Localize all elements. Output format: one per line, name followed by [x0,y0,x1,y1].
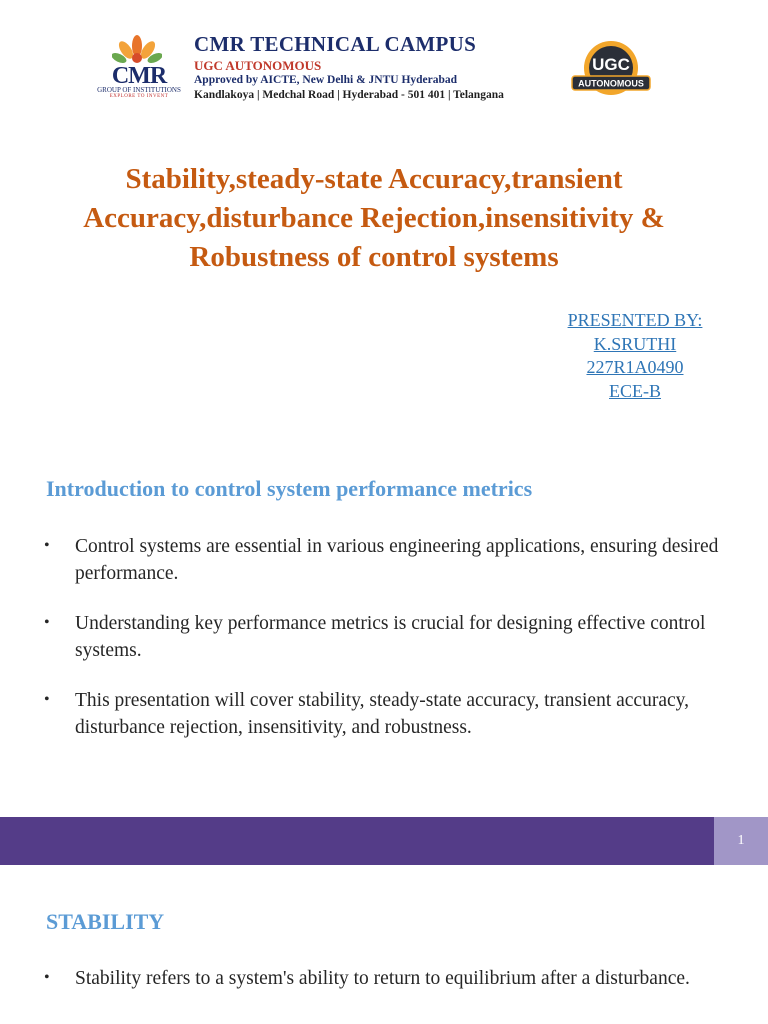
approval-text: Approved by AICTE, New Delhi & JNTU Hyderabad [194,74,458,86]
presenter-section[interactable]: ECE-B [609,380,661,401]
list-item [44,534,734,587]
bullet-icon: • [44,537,50,554]
autonomy-label: UGC AUTONOMOUS [194,58,322,73]
college-banner [80,32,654,102]
presenter-roll-number[interactable]: 227R1A0490 [586,357,684,377]
bullet-text: Understanding key performance metrics is crucial for designing effective control systems. [75,613,706,661]
list-item [44,688,734,741]
stability-bullet-list [44,966,734,1017]
cmr-logo [84,34,188,100]
list-item [44,966,734,993]
presenter-name[interactable]: K.SRUTHI [593,333,677,354]
list-item [44,611,734,664]
badge-bottom-text: AUTONOMOUS [578,78,644,89]
logo-text: CMR [111,63,167,89]
presenter-info [540,309,730,403]
slide-footer-bar [0,817,714,865]
bullet-icon: • [44,969,50,986]
bullet-text: Stability refers to a system's ability to return to equilibrium after a disturbance. [75,968,690,989]
bullet-text: This presentation will cover stability, steady-state accuracy, transient accuracy, disturbance rejection, insensitivity, and robustness. [75,690,689,738]
campus-name: CMR TECHNICAL CAMPUS [194,32,477,56]
bullet-icon: • [44,691,50,708]
logo-subtitle: GROUP OF INSTITUTIONS [97,86,181,94]
slide-title: Stability,steady-state Accuracy,transient Accuracy,disturbance Rejection,insensitivity & Robustness of control systems [83,163,665,273]
ugc-badge-icon [568,40,654,100]
address-text: Kandlakoya | Medchal Road | Hyderabad - 501 401 | Telangana [194,89,504,101]
section-heading-introduction: Introduction to control system performance metrics [46,476,533,501]
bullet-icon: • [44,614,50,631]
page-number: 1 [714,817,768,865]
section-heading-stability: STABILITY [46,909,165,934]
badge-top-text: UGC [592,55,630,74]
intro-bullet-list [44,534,734,765]
bullet-text: Control systems are essential in various engineering applications, ensuring desired performance. [75,536,719,584]
presenter-label[interactable]: PRESENTED BY: [567,310,703,330]
logo-tagline: EXPLORE TO INVENT [109,94,169,99]
